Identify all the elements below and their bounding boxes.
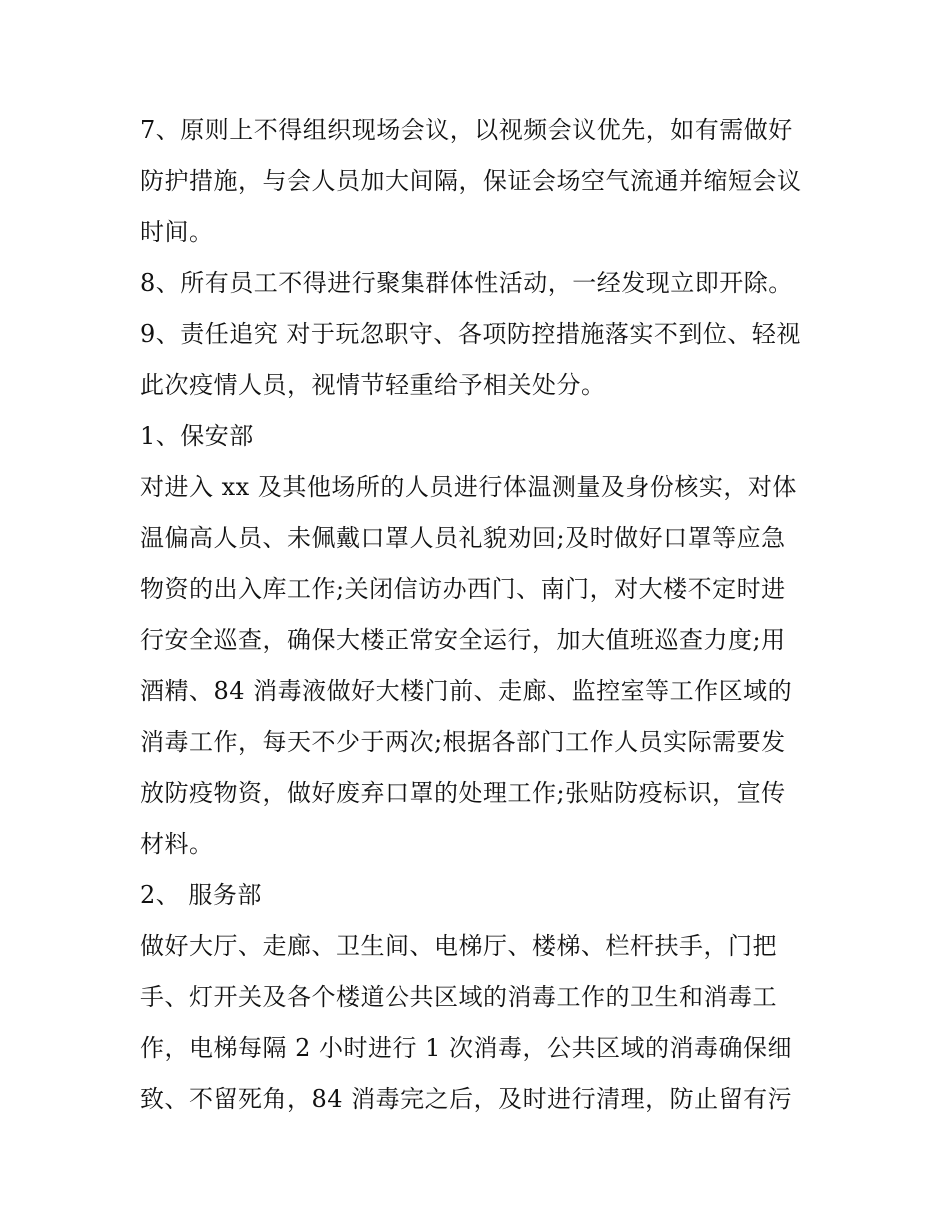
- text-line: 物资的出入库工作;关闭信访办西门、南门，对大楼不定时进: [140, 575, 786, 603]
- text-line: 时间。: [140, 218, 214, 246]
- text-line: 对进入 xx 及其他场所的人员进行体温测量及身份核实，对体: [140, 473, 797, 501]
- text-line: 致、不留死角，84 消毒完之后，及时进行清理，防止留有污: [140, 1085, 793, 1113]
- section-heading: 1、保安部: [140, 422, 254, 450]
- text-line: 温偏高人员、未佩戴口罩人员礼貌劝回;及时做好口罩等应急: [140, 524, 786, 552]
- text-line: 此次疫情人员，视情节轻重给予相关处分。: [140, 371, 606, 399]
- text-line: 防护措施，与会人员加大间隔，保证会场空气流通并缩短会议: [140, 167, 802, 195]
- text-line: 酒精、84 消毒液做好大楼门前、走廊、监控室等工作区域的: [140, 677, 793, 705]
- text-line: 7、原则上不得组织现场会议，以视频会议优先，如有需做好: [140, 116, 793, 144]
- text-line: 作，电梯每隔 2 小时进行 1 次消毒，公共区域的消毒确保细: [140, 1034, 793, 1062]
- text-line: 材料。: [140, 830, 214, 858]
- text-line: 做好大厅、走廊、卫生间、电梯厅、楼梯、栏杆扶手，门把: [140, 932, 777, 960]
- text-line: 放防疫物资，做好废弃口罩的处理工作;张贴防疫标识，宣传: [140, 779, 786, 807]
- text-line: 消毒工作，每天不少于两次;根据各部门工作人员实际需要发: [140, 728, 786, 756]
- text-line: 行安全巡查，确保大楼正常安全运行，加大值班巡查力度;用: [140, 626, 786, 654]
- text-line: 9、责任追究 对于玩忽职守、各项防控措施落实不到位、轻视: [140, 320, 801, 348]
- section-heading: 2、 服务部: [140, 881, 262, 909]
- text-line: 8、所有员工不得进行聚集群体性活动，一经发现立即开除。: [140, 269, 793, 297]
- text-line: 手、灯开关及各个楼道公共区域的消毒工作的卫生和消毒工: [140, 983, 777, 1011]
